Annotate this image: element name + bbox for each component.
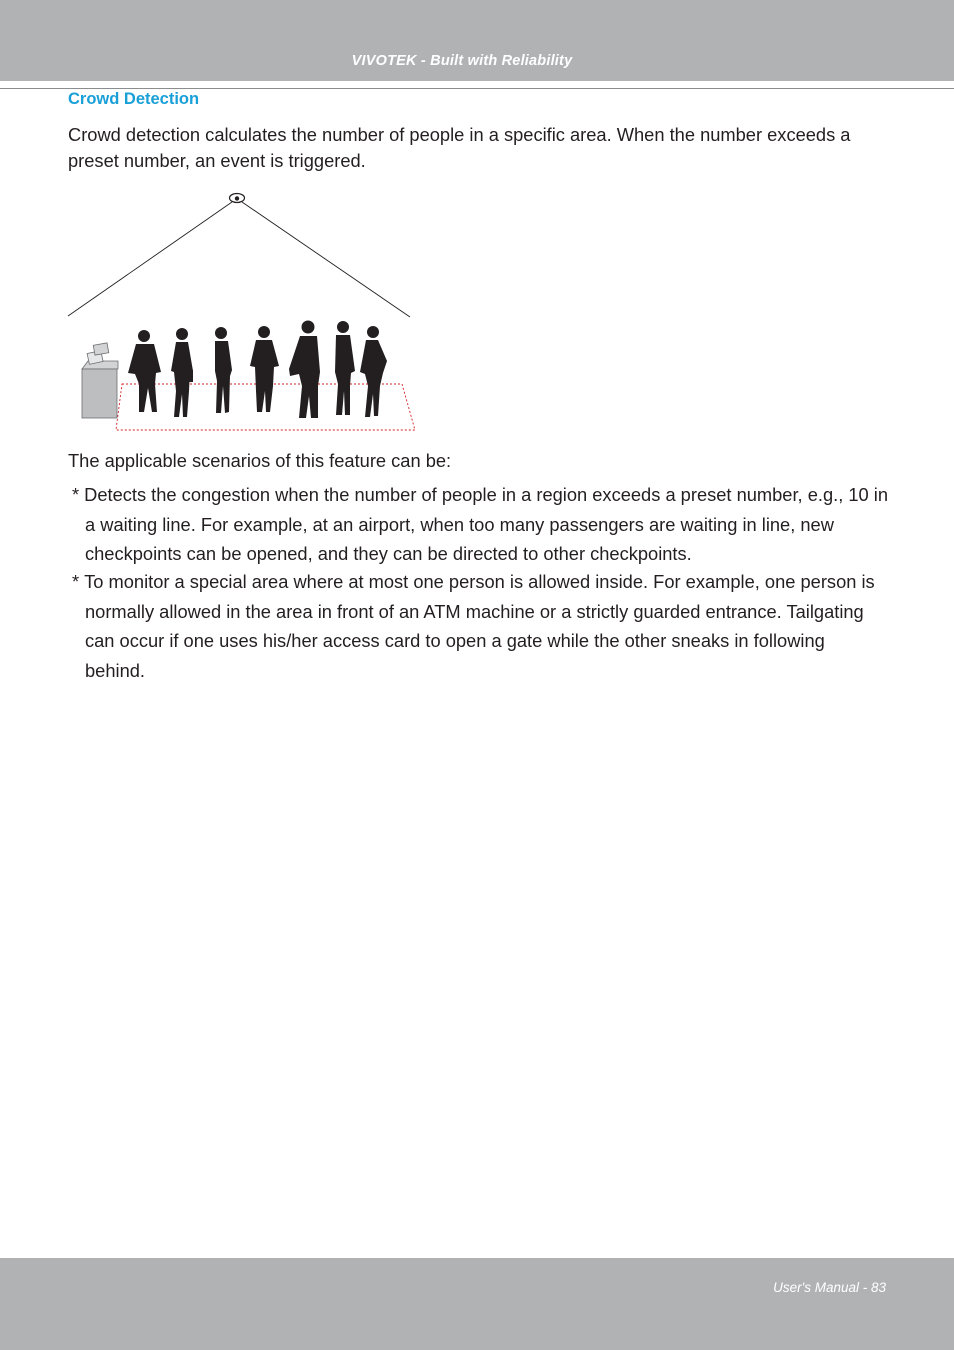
kiosk-icon xyxy=(82,343,118,418)
person-silhouette xyxy=(215,327,232,413)
person-silhouette xyxy=(250,326,279,412)
header-title: VIVOTEK - Built with Reliability xyxy=(351,53,573,69)
scenario-text: Detects the congestion when the number of people in a region exceeds a preset number, e.g., 10 in a waiting line. For example, at an airport, when too many passengers are waiting in line, new checkpoints can be opened, and they can be directed to other checkpoints. xyxy=(84,484,888,564)
scenario-text: To monitor a special area where at most one person is allowed inside. For example, one person is normally allowed in the area in front of an ATM machine or a strictly guarded entrance. Tailgating can occur if one uses his/her access card to open a gate while the other sneaks in following behind. xyxy=(84,571,875,681)
scenarios-lead: The applicable scenarios of this feature can be: xyxy=(68,450,452,471)
scenario-item xyxy=(67,480,889,569)
scenario-item xyxy=(67,567,889,685)
people-silhouettes xyxy=(128,321,387,419)
crowd-queue-illustration xyxy=(66,186,418,434)
camera-fov-lines xyxy=(68,202,410,317)
camera-icon xyxy=(230,194,245,203)
bullet-marker: * xyxy=(72,571,80,592)
bullet-marker: * xyxy=(72,484,80,505)
header-divider xyxy=(0,88,954,89)
person-silhouette xyxy=(128,330,161,412)
person-silhouette xyxy=(171,328,193,417)
footer-band xyxy=(0,1258,954,1350)
person-silhouette xyxy=(360,326,387,417)
person-silhouette xyxy=(335,321,355,415)
person-silhouette xyxy=(289,321,320,419)
intro-paragraph: Crowd detection calculates the number of people in a specific area. When the number exceeds a preset number, an event is triggered. xyxy=(68,124,851,171)
section-title: Crowd Detection xyxy=(68,90,200,108)
page-number: User's Manual - 83 xyxy=(773,1280,886,1295)
